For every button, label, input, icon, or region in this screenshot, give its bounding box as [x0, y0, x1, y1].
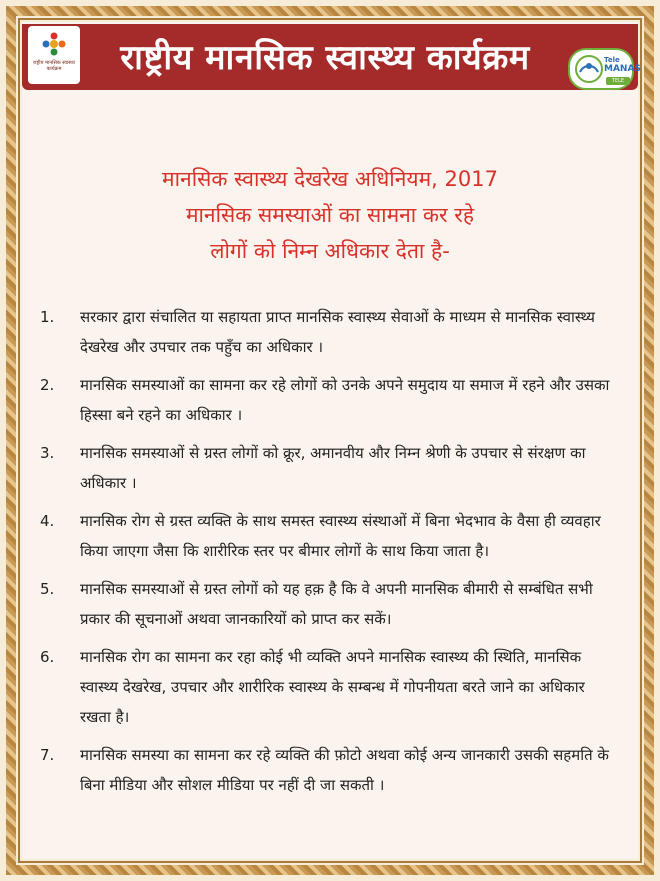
list-item [40, 438, 610, 498]
item-number: 4. [40, 512, 55, 530]
list-item [40, 506, 610, 566]
list-item [40, 740, 610, 800]
subtitle-line-2: मानसिक समस्याओं का सामना कर रहे [185, 203, 475, 227]
item-text: मानसिक समस्या का सामना कर रहे व्यक्ति की फ़ोटो अथवा कोई अन्य जानकारी उसकी सहमति के बिना मीडिया और सोशल मीडिया पर नहीं दी जा सकती । [80, 746, 609, 794]
list-item [40, 302, 610, 362]
tele-tag: TELE [606, 77, 630, 85]
subtitle-line-3: लोगों को निम्न अधिकार देता है- [210, 239, 450, 263]
manas-label: MANAS [604, 64, 641, 74]
program-logo-text: राष्ट्रीय मानसिक स्वास्थ्य कार्यक्रम [33, 60, 75, 72]
list-item [40, 642, 610, 732]
item-number: 2. [40, 376, 55, 394]
subtitle-line-1: मानसिक स्वास्थ्य देखरेख अधिनियम, 2017 [162, 167, 498, 191]
item-number: 3. [40, 444, 55, 462]
item-number: 5. [40, 580, 55, 598]
list-item [40, 574, 610, 634]
item-text: मानसिक रोग से ग्रस्त व्यक्ति के साथ समस्त स्वास्थ्य संस्थाओं में बिना भेदभाव के वैसा ही व्यवहार किया जाएगा जैसा कि शारीरिक स्तर पर बीमार लोगों के साथ किया जाता है। [80, 512, 601, 560]
item-text: मानसिक रोग का सामना कर रहा कोई भी व्यक्ति अपने मानसिक स्वास्थ्य की स्थिति, मानसिक स्वास्थ्य देखरेख, उपचार और शारीरिक स्वास्थ्य के सम्बन्ध में गोपनीयता बरते जाने का अधिकार रखता है। [80, 648, 585, 726]
list-item [40, 370, 610, 430]
globe-icon [574, 54, 604, 84]
tele-label: Tele [604, 56, 620, 64]
item-text: सरकार द्वारा संचालित या सहायता प्राप्त मानसिक स्वास्थ्य सेवाओं के माध्यम से मानसिक स्वास्थ्य देखरेख और उपचार तक पहुँच का अधिकार । [80, 308, 595, 356]
item-text: मानसिक समस्याओं से ग्रस्त लोगों को यह हक़ है कि वे अपनी मानसिक बीमारी से सम्बंधित सभी प्रकार की सूचनाओं अथवा जानकारियों को प्राप्त कर सकें। [80, 580, 593, 628]
item-text: मानसिक समस्याओं से ग्रस्त लोगों को क्रूर, अमानवीय और निम्न श्रेणी के उपचार से संरक्षण का अधिकार । [80, 444, 586, 492]
item-text: मानसिक समस्याओं का सामना कर रहे लोगों को उनके अपने समुदाय या समाज में रहने और उसका हिस्सा बने रहने का अधिकार । [80, 376, 610, 424]
tele-manas-logo [568, 48, 641, 90]
item-number: 1. [40, 308, 55, 326]
flower-icon [42, 32, 66, 56]
rights-list [40, 302, 610, 808]
item-number: 7. [40, 746, 55, 764]
item-number: 6. [40, 648, 55, 666]
program-logo [28, 26, 80, 84]
page-title: राष्ट्रीय मानसिक स्वास्थ्य कार्यक्रम [120, 38, 530, 78]
